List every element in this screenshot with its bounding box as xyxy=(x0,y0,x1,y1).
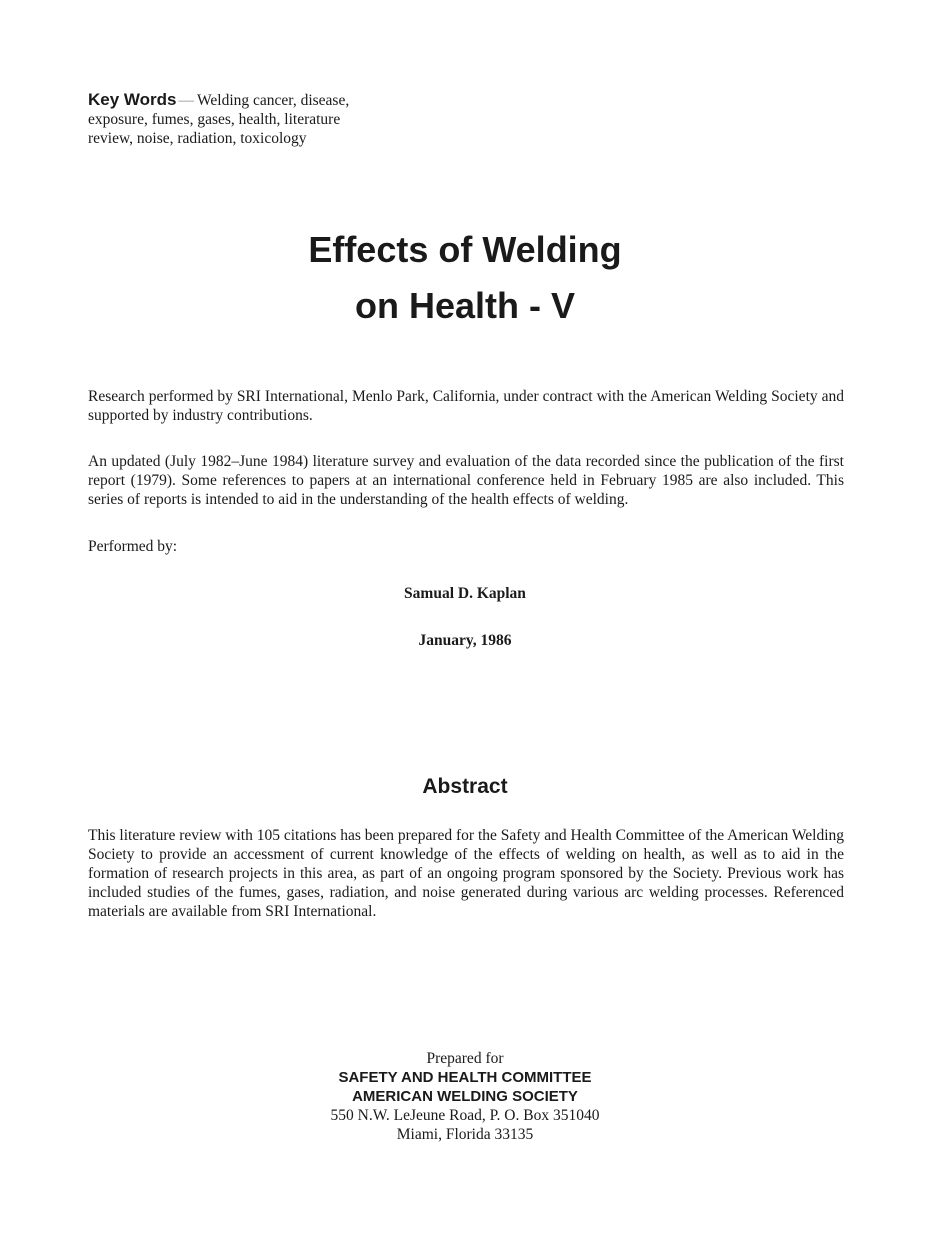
research-paragraph: Research performed by SRI International, Menlo Park, California, under contract with the American Welding Society and supported by industry contributions. xyxy=(88,388,844,424)
abstract-text: This literature review with 105 citations has been prepared for the Safety and Health Committee of the American Welding Society to provide an accessment of current knowledge of the effects of welding on health, as well as to aid in the formation of research projects in this area, as part of an ongoing program sponsored by the Society. Previous work has included studies of the fumes, gases, radiation, and noise generated during various arc welding processes. Referenced materials are available from SRI International. xyxy=(88,827,845,920)
keywords-dash: — xyxy=(178,92,194,109)
publication-date: January, 1986 xyxy=(418,632,512,649)
page-title xyxy=(0,222,930,334)
society-name: AMERICAN WELDING SOCIETY xyxy=(352,1088,578,1105)
society-address: 550 N.W. LeJeune Road, P. O. Box 351040 xyxy=(330,1107,600,1124)
prepared-for-intro: Prepared for xyxy=(426,1050,504,1067)
performed-by-label: Performed by: xyxy=(88,538,178,555)
keywords-label: Key Words xyxy=(88,90,177,109)
keywords-text: Welding cancer, disease, exposure, fumes, gases, health, literature review, noise, radiation, toxicology xyxy=(88,92,350,147)
prepared-for-block xyxy=(0,1049,930,1144)
abstract-heading: Abstract xyxy=(422,775,508,798)
title-line-1: Effects of Welding xyxy=(308,229,622,270)
committee-name: SAFETY AND HEALTH COMMITTEE xyxy=(338,1069,592,1086)
title-line-2: on Health - V xyxy=(354,285,575,326)
author-name: Samual D. Kaplan xyxy=(404,585,526,602)
keywords-block xyxy=(88,90,378,148)
update-paragraph: An updated (July 1982–June 1984) literature survey and evaluation of the data recorded since the publication of the first report (1979). Some references to papers at an international conference held in February 1985 are also included. This series of reports is intended to aid in the understanding of the health effects of welding. xyxy=(88,453,844,508)
society-city: Miami, Florida 33135 xyxy=(396,1126,534,1143)
